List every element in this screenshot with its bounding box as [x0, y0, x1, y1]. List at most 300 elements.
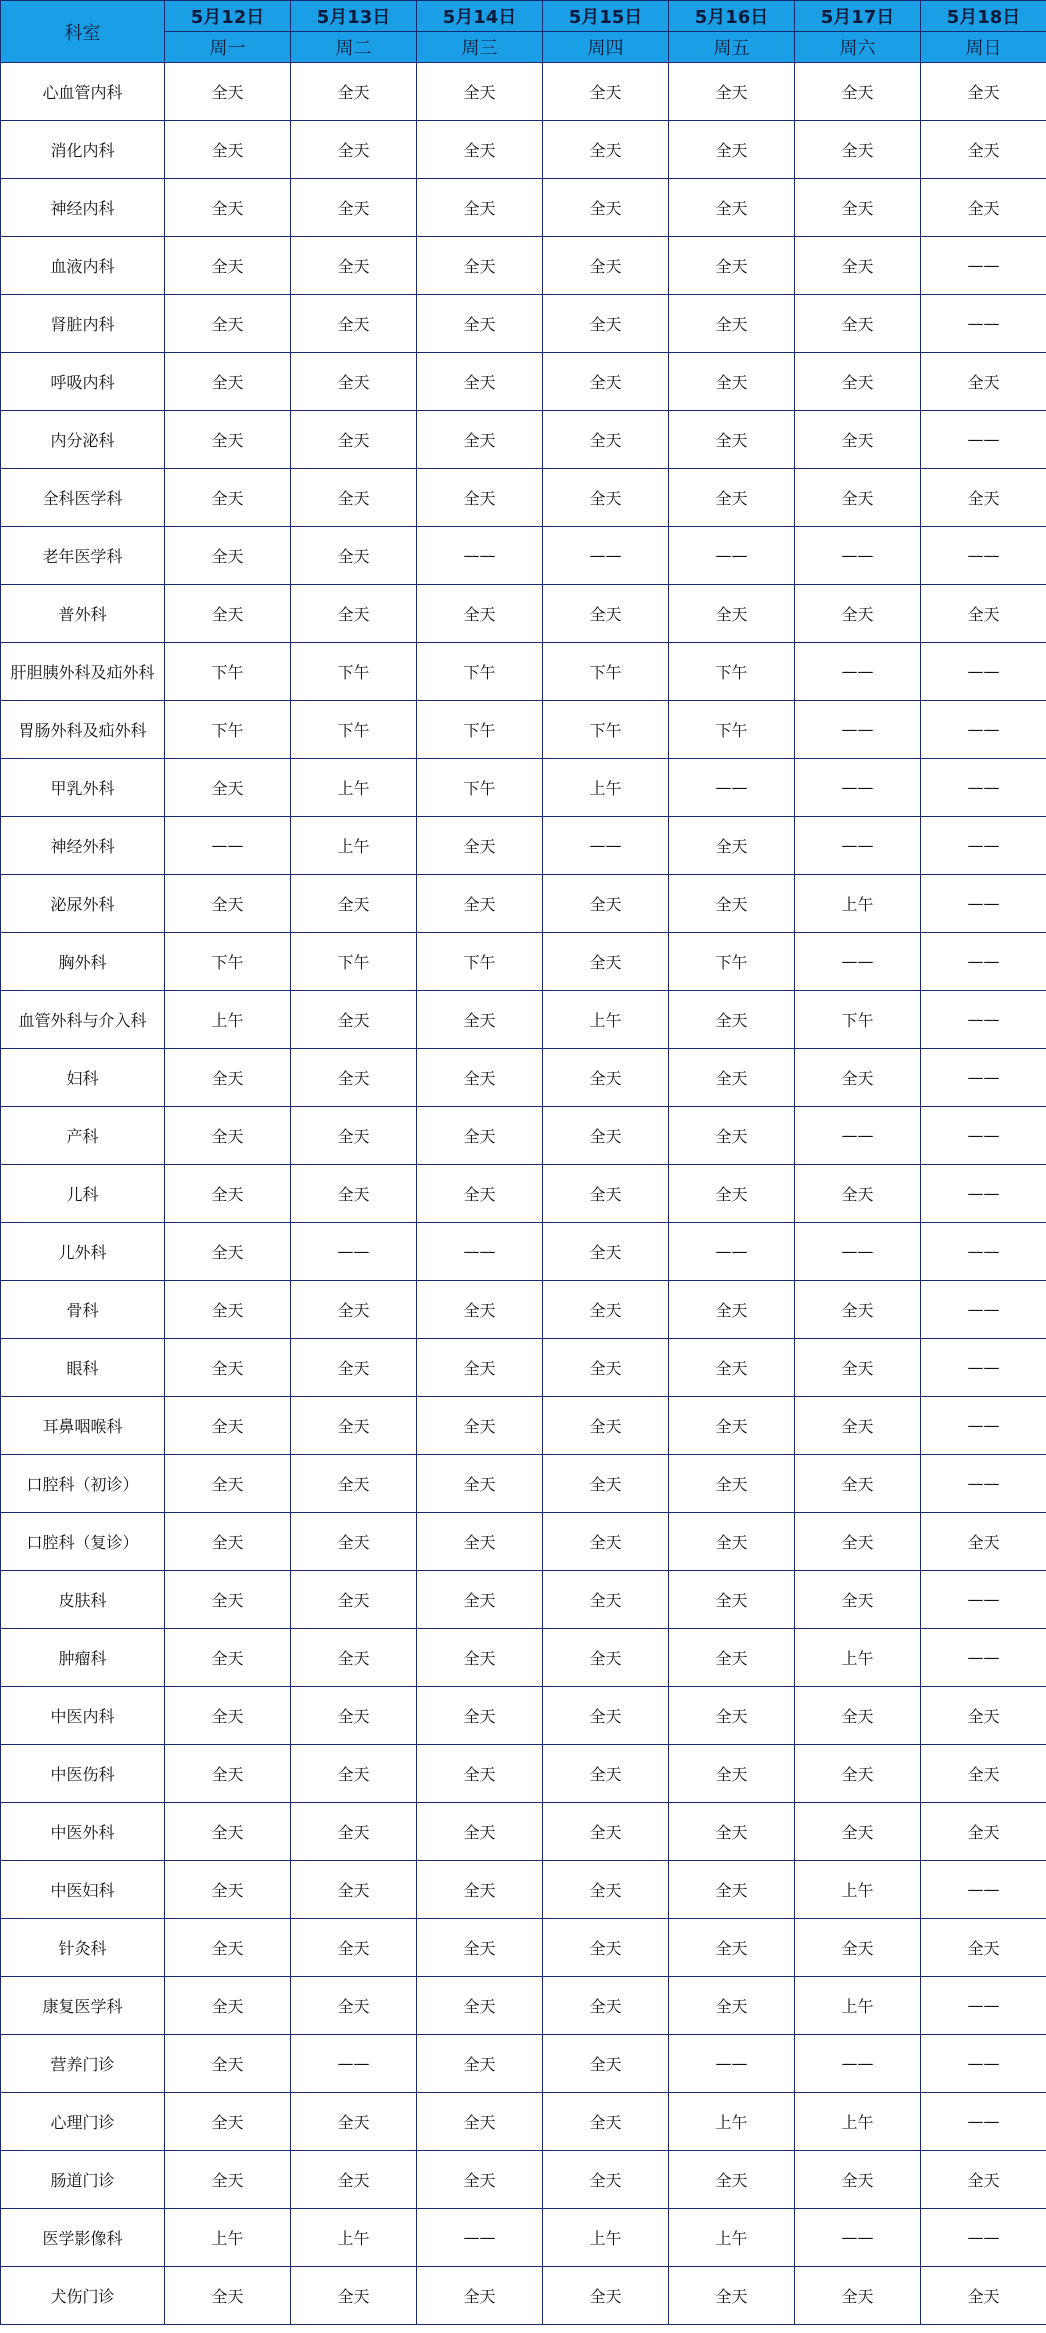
schedule-cell: —— — [543, 527, 669, 585]
schedule-cell: 全天 — [291, 121, 417, 179]
schedule-cell: 全天 — [291, 1107, 417, 1165]
schedule-cell: 全天 — [291, 1049, 417, 1107]
table-row — [1, 527, 1046, 585]
table-row — [1, 585, 1046, 643]
date-header: 5月13日 — [291, 1, 417, 32]
schedule-cell: 全天 — [417, 1339, 543, 1397]
table-row — [1, 1687, 1046, 1745]
schedule-cell: 全天 — [165, 1339, 291, 1397]
schedule-cell: —— — [921, 933, 1046, 991]
schedule-cell: —— — [795, 933, 921, 991]
schedule-cell: 全天 — [795, 295, 921, 353]
schedule-cell: 全天 — [417, 991, 543, 1049]
schedule-cell: 全天 — [921, 63, 1046, 121]
schedule-cell: 下午 — [543, 643, 669, 701]
dept-name: 耳鼻咽喉科 — [1, 1397, 165, 1455]
dept-name: 胃肠外科及疝外科 — [1, 701, 165, 759]
schedule-cell: —— — [795, 2035, 921, 2093]
dept-name: 泌尿外科 — [1, 875, 165, 933]
dept-name: 老年医学科 — [1, 527, 165, 585]
date-header: 5月14日 — [417, 1, 543, 32]
schedule-cell: 全天 — [417, 63, 543, 121]
table-row — [1, 1861, 1046, 1919]
schedule-cell: 下午 — [669, 643, 795, 701]
schedule-cell: —— — [165, 817, 291, 875]
table-row — [1, 237, 1046, 295]
schedule-cell: 全天 — [291, 991, 417, 1049]
schedule-cell: 全天 — [165, 1919, 291, 1977]
table-row — [1, 1397, 1046, 1455]
schedule-cell: 全天 — [165, 2151, 291, 2209]
schedule-cell: —— — [921, 2209, 1046, 2267]
table-row — [1, 121, 1046, 179]
schedule-cell: 全天 — [543, 179, 669, 237]
schedule-cell: 全天 — [543, 1339, 669, 1397]
schedule-cell: 全天 — [669, 2267, 795, 2325]
schedule-cell: 全天 — [417, 179, 543, 237]
schedule-cell: 下午 — [417, 701, 543, 759]
schedule-cell: 全天 — [921, 1919, 1046, 1977]
schedule-cell: 全天 — [291, 295, 417, 353]
schedule-cell: 全天 — [543, 63, 669, 121]
schedule-cell: 上午 — [165, 991, 291, 1049]
table-row — [1, 875, 1046, 933]
date-header: 5月12日 — [165, 1, 291, 32]
table-row — [1, 2035, 1046, 2093]
schedule-cell: 全天 — [669, 1687, 795, 1745]
dept-name: 中医伤科 — [1, 1745, 165, 1803]
schedule-cell: 全天 — [543, 295, 669, 353]
schedule-cell: 全天 — [165, 411, 291, 469]
schedule-cell: 全天 — [669, 295, 795, 353]
dept-name: 产科 — [1, 1107, 165, 1165]
dept-name: 中医妇科 — [1, 1861, 165, 1919]
schedule-cell: 全天 — [543, 2035, 669, 2093]
schedule-cell: 全天 — [669, 1861, 795, 1919]
schedule-cell: 全天 — [669, 1455, 795, 1513]
schedule-cell: —— — [921, 1397, 1046, 1455]
schedule-cell: 全天 — [543, 875, 669, 933]
schedule-cell: 全天 — [165, 63, 291, 121]
dept-name: 中医内科 — [1, 1687, 165, 1745]
schedule-cell: —— — [921, 759, 1046, 817]
schedule-cell: 全天 — [291, 1165, 417, 1223]
schedule-cell: —— — [795, 527, 921, 585]
schedule-cell: —— — [921, 295, 1046, 353]
schedule-cell: —— — [291, 2035, 417, 2093]
schedule-cell: 全天 — [921, 1687, 1046, 1745]
dept-name: 全科医学科 — [1, 469, 165, 527]
schedule-cell: 全天 — [291, 1919, 417, 1977]
schedule-cell: 全天 — [795, 1687, 921, 1745]
schedule-cell: 全天 — [669, 1397, 795, 1455]
schedule-cell: 下午 — [417, 933, 543, 991]
schedule-cell: —— — [921, 2035, 1046, 2093]
schedule-cell: —— — [795, 643, 921, 701]
schedule-cell: 全天 — [417, 295, 543, 353]
schedule-cell: 全天 — [921, 1745, 1046, 1803]
table-row — [1, 1803, 1046, 1861]
schedule-cell: 全天 — [795, 1165, 921, 1223]
schedule-cell: 全天 — [669, 817, 795, 875]
schedule-cell: 全天 — [669, 1629, 795, 1687]
schedule-cell: —— — [921, 527, 1046, 585]
schedule-cell: 全天 — [165, 237, 291, 295]
schedule-cell: 全天 — [669, 1977, 795, 2035]
schedule-cell: 全天 — [165, 875, 291, 933]
schedule-cell: 全天 — [417, 585, 543, 643]
schedule-cell: 全天 — [543, 1861, 669, 1919]
schedule-cell: 全天 — [291, 875, 417, 933]
schedule-cell: 下午 — [669, 701, 795, 759]
schedule-cell: 上午 — [795, 1861, 921, 1919]
schedule-cell: 全天 — [543, 1281, 669, 1339]
dept-name: 甲乳外科 — [1, 759, 165, 817]
schedule-cell: —— — [795, 1223, 921, 1281]
schedule-cell: 全天 — [921, 121, 1046, 179]
schedule-cell: 全天 — [417, 1571, 543, 1629]
schedule-cell: —— — [795, 759, 921, 817]
schedule-cell: 全天 — [417, 1629, 543, 1687]
schedule-cell: 全天 — [669, 1803, 795, 1861]
schedule-cell: 全天 — [669, 2151, 795, 2209]
schedule-cell: 全天 — [795, 1397, 921, 1455]
schedule-cell: 全天 — [417, 1455, 543, 1513]
dept-name: 血液内科 — [1, 237, 165, 295]
schedule-cell: 下午 — [417, 643, 543, 701]
schedule-cell: 全天 — [291, 1571, 417, 1629]
schedule-cell: 全天 — [669, 875, 795, 933]
table-row — [1, 701, 1046, 759]
schedule-cell: —— — [669, 527, 795, 585]
schedule-cell: 全天 — [417, 1803, 543, 1861]
schedule-cell: 全天 — [669, 585, 795, 643]
schedule-cell: 全天 — [417, 817, 543, 875]
schedule-cell: 全天 — [669, 1049, 795, 1107]
dept-name: 神经外科 — [1, 817, 165, 875]
schedule-cell: 全天 — [543, 353, 669, 411]
schedule-cell: 全天 — [291, 1397, 417, 1455]
schedule-cell: 全天 — [291, 179, 417, 237]
schedule-cell: 全天 — [165, 1745, 291, 1803]
date-header: 5月16日 — [669, 1, 795, 32]
table-row — [1, 1107, 1046, 1165]
table-row — [1, 1745, 1046, 1803]
schedule-cell: 全天 — [543, 1397, 669, 1455]
schedule-cell: 全天 — [543, 1919, 669, 1977]
schedule-cell: —— — [417, 1223, 543, 1281]
table-row — [1, 1223, 1046, 1281]
schedule-cell: 全天 — [669, 237, 795, 295]
schedule-cell: 全天 — [417, 875, 543, 933]
schedule-cell: 下午 — [291, 933, 417, 991]
schedule-cell: 全天 — [543, 1049, 669, 1107]
dept-name: 消化内科 — [1, 121, 165, 179]
schedule-cell: 全天 — [417, 2093, 543, 2151]
schedule-cell: 上午 — [165, 2209, 291, 2267]
weekday-header: 周一 — [165, 32, 291, 63]
schedule-cell: —— — [921, 1977, 1046, 2035]
schedule-cell: 全天 — [795, 63, 921, 121]
schedule-cell: 全天 — [543, 1687, 669, 1745]
table-row — [1, 63, 1046, 121]
schedule-cell: 全天 — [417, 469, 543, 527]
schedule-cell: 全天 — [795, 1803, 921, 1861]
schedule-cell: 全天 — [669, 1745, 795, 1803]
schedule-cell: 全天 — [669, 411, 795, 469]
schedule-cell: 全天 — [417, 1687, 543, 1745]
schedule-cell: 上午 — [543, 991, 669, 1049]
schedule-body — [1, 63, 1046, 2325]
weekday-header: 周六 — [795, 32, 921, 63]
schedule-cell: —— — [291, 1223, 417, 1281]
schedule-cell: 全天 — [417, 1977, 543, 2035]
dept-name: 口腔科（复诊） — [1, 1513, 165, 1571]
schedule-cell: 全天 — [669, 991, 795, 1049]
schedule-cell: 全天 — [543, 1745, 669, 1803]
table-row — [1, 2209, 1046, 2267]
schedule-cell: —— — [921, 1861, 1046, 1919]
schedule-cell: —— — [921, 701, 1046, 759]
schedule-cell: 全天 — [669, 1339, 795, 1397]
schedule-cell: 全天 — [165, 1977, 291, 2035]
schedule-cell: 全天 — [795, 2267, 921, 2325]
schedule-cell: —— — [921, 411, 1046, 469]
schedule-cell: 全天 — [165, 179, 291, 237]
schedule-cell: 全天 — [543, 469, 669, 527]
weekday-header: 周二 — [291, 32, 417, 63]
dept-name: 肝胆胰外科及疝外科 — [1, 643, 165, 701]
table-row — [1, 1281, 1046, 1339]
date-header-row — [1, 1, 1046, 32]
dept-name: 眼科 — [1, 1339, 165, 1397]
schedule-cell: —— — [669, 2035, 795, 2093]
schedule-cell: —— — [921, 1049, 1046, 1107]
schedule-cell: —— — [921, 2093, 1046, 2151]
schedule-cell: —— — [921, 1339, 1046, 1397]
schedule-cell: 下午 — [165, 643, 291, 701]
dept-name: 针灸科 — [1, 1919, 165, 1977]
schedule-cell: 全天 — [165, 1049, 291, 1107]
table-row — [1, 1571, 1046, 1629]
dept-name: 血管外科与介入科 — [1, 991, 165, 1049]
table-row — [1, 1919, 1046, 1977]
schedule-cell: 下午 — [291, 643, 417, 701]
schedule-cell: 全天 — [921, 1803, 1046, 1861]
schedule-cell: 全天 — [543, 1165, 669, 1223]
schedule-cell: 全天 — [921, 585, 1046, 643]
table-row — [1, 1629, 1046, 1687]
dept-name: 肠道门诊 — [1, 2151, 165, 2209]
dept-name: 肾脏内科 — [1, 295, 165, 353]
table-row — [1, 1165, 1046, 1223]
schedule-cell: 全天 — [291, 237, 417, 295]
schedule-cell: 全天 — [165, 1803, 291, 1861]
schedule-cell: 上午 — [291, 2209, 417, 2267]
schedule-cell: 全天 — [417, 1281, 543, 1339]
table-row — [1, 1977, 1046, 2035]
schedule-cell: 全天 — [795, 585, 921, 643]
schedule-cell: 全天 — [417, 1745, 543, 1803]
schedule-cell: 全天 — [795, 1919, 921, 1977]
schedule-cell: 全天 — [795, 1049, 921, 1107]
schedule-cell: 上午 — [669, 2209, 795, 2267]
schedule-cell: 全天 — [795, 411, 921, 469]
schedule-cell: 上午 — [795, 1629, 921, 1687]
schedule-cell: 全天 — [669, 1165, 795, 1223]
table-row — [1, 1513, 1046, 1571]
schedule-cell: 全天 — [669, 63, 795, 121]
schedule-cell: 全天 — [417, 237, 543, 295]
schedule-cell: 全天 — [921, 2151, 1046, 2209]
table-row — [1, 411, 1046, 469]
schedule-cell: 全天 — [165, 2093, 291, 2151]
schedule-cell: 全天 — [165, 353, 291, 411]
schedule-cell: 全天 — [669, 179, 795, 237]
schedule-cell: 下午 — [165, 933, 291, 991]
schedule-cell: —— — [921, 1629, 1046, 1687]
dept-name: 呼吸内科 — [1, 353, 165, 411]
schedule-cell: 全天 — [291, 585, 417, 643]
schedule-cell: 全天 — [291, 1803, 417, 1861]
dept-name: 营养门诊 — [1, 2035, 165, 2093]
date-header: 5月15日 — [543, 1, 669, 32]
schedule-cell: 全天 — [165, 2035, 291, 2093]
schedule-cell: 全天 — [543, 1223, 669, 1281]
schedule-cell: 全天 — [543, 2093, 669, 2151]
table-row — [1, 2093, 1046, 2151]
table-row — [1, 1339, 1046, 1397]
dept-name: 儿科 — [1, 1165, 165, 1223]
schedule-cell: —— — [417, 2209, 543, 2267]
schedule-cell: 全天 — [543, 1455, 669, 1513]
schedule-cell: 全天 — [417, 2267, 543, 2325]
schedule-cell: 全天 — [165, 1861, 291, 1919]
schedule-cell: 全天 — [417, 411, 543, 469]
schedule-cell: 全天 — [165, 1513, 291, 1571]
schedule-cell: 全天 — [795, 1455, 921, 1513]
schedule-cell: 全天 — [165, 2267, 291, 2325]
schedule-cell: 全天 — [165, 759, 291, 817]
dept-name: 犬伤门诊 — [1, 2267, 165, 2325]
table-row — [1, 817, 1046, 875]
schedule-cell: 上午 — [543, 759, 669, 817]
schedule-cell: 全天 — [291, 469, 417, 527]
schedule-cell: —— — [921, 1281, 1046, 1339]
schedule-cell: 全天 — [543, 121, 669, 179]
schedule-cell: 全天 — [795, 237, 921, 295]
schedule-cell: 全天 — [543, 1513, 669, 1571]
schedule-cell: 下午 — [669, 933, 795, 991]
dept-name: 儿外科 — [1, 1223, 165, 1281]
schedule-cell: 上午 — [795, 875, 921, 933]
dept-name: 骨科 — [1, 1281, 165, 1339]
schedule-cell: 全天 — [795, 353, 921, 411]
schedule-cell: —— — [921, 1107, 1046, 1165]
schedule-cell: 全天 — [291, 1339, 417, 1397]
table-row — [1, 759, 1046, 817]
schedule-cell: —— — [795, 1107, 921, 1165]
schedule-cell: 全天 — [921, 353, 1046, 411]
schedule-cell: 全天 — [165, 527, 291, 585]
schedule-cell: 全天 — [543, 1977, 669, 2035]
schedule-cell: 全天 — [417, 121, 543, 179]
schedule-cell: 全天 — [543, 1107, 669, 1165]
schedule-cell: 全天 — [165, 1629, 291, 1687]
schedule-cell: 全天 — [291, 353, 417, 411]
weekday-header: 周日 — [921, 32, 1046, 63]
schedule-cell: 全天 — [417, 1397, 543, 1455]
table-row — [1, 991, 1046, 1049]
schedule-cell: 全天 — [669, 353, 795, 411]
schedule-cell: 全天 — [165, 469, 291, 527]
schedule-cell: —— — [921, 817, 1046, 875]
dept-name: 皮肤科 — [1, 1571, 165, 1629]
date-header: 5月18日 — [921, 1, 1046, 32]
schedule-cell: —— — [795, 701, 921, 759]
schedule-cell: —— — [795, 2209, 921, 2267]
dept-name: 心血管内科 — [1, 63, 165, 121]
schedule-cell: —— — [921, 875, 1046, 933]
schedule-cell: 全天 — [543, 1803, 669, 1861]
schedule-cell: 全天 — [795, 469, 921, 527]
schedule-cell: 全天 — [795, 1339, 921, 1397]
schedule-cell: 全天 — [291, 527, 417, 585]
schedule-cell: 全天 — [291, 2151, 417, 2209]
schedule-cell: 上午 — [291, 759, 417, 817]
dept-name: 妇科 — [1, 1049, 165, 1107]
schedule-cell: 全天 — [921, 1513, 1046, 1571]
schedule-cell: 全天 — [921, 2267, 1046, 2325]
table-row — [1, 643, 1046, 701]
schedule-cell: 全天 — [417, 2035, 543, 2093]
schedule-cell: 全天 — [795, 121, 921, 179]
schedule-cell: 全天 — [291, 1687, 417, 1745]
schedule-cell: 全天 — [291, 1513, 417, 1571]
table-row — [1, 933, 1046, 991]
schedule-cell: 全天 — [669, 469, 795, 527]
schedule-cell: 全天 — [669, 121, 795, 179]
dept-name: 中医外科 — [1, 1803, 165, 1861]
schedule-cell: —— — [921, 237, 1046, 295]
date-header: 5月17日 — [795, 1, 921, 32]
schedule-cell: 下午 — [291, 701, 417, 759]
dept-name: 神经内科 — [1, 179, 165, 237]
schedule-cell: 全天 — [543, 237, 669, 295]
schedule-cell: 全天 — [165, 585, 291, 643]
schedule-cell: 全天 — [165, 1223, 291, 1281]
table-row — [1, 469, 1046, 527]
schedule-cell: 全天 — [417, 353, 543, 411]
schedule-cell: 下午 — [543, 701, 669, 759]
schedule-cell: 全天 — [795, 1513, 921, 1571]
schedule-cell: 全天 — [165, 295, 291, 353]
schedule-cell: 全天 — [291, 2093, 417, 2151]
table-row — [1, 1455, 1046, 1513]
weekday-header: 周三 — [417, 32, 543, 63]
schedule-cell: 全天 — [417, 2151, 543, 2209]
schedule-cell: 上午 — [795, 2093, 921, 2151]
schedule-cell: 全天 — [291, 63, 417, 121]
schedule-cell: 全天 — [165, 1107, 291, 1165]
dept-name: 普外科 — [1, 585, 165, 643]
schedule-cell: —— — [921, 1223, 1046, 1281]
schedule-cell: 全天 — [795, 179, 921, 237]
schedule-cell: —— — [669, 1223, 795, 1281]
schedule-cell: 全天 — [795, 1281, 921, 1339]
dept-name: 胸外科 — [1, 933, 165, 991]
schedule-cell: 下午 — [795, 991, 921, 1049]
